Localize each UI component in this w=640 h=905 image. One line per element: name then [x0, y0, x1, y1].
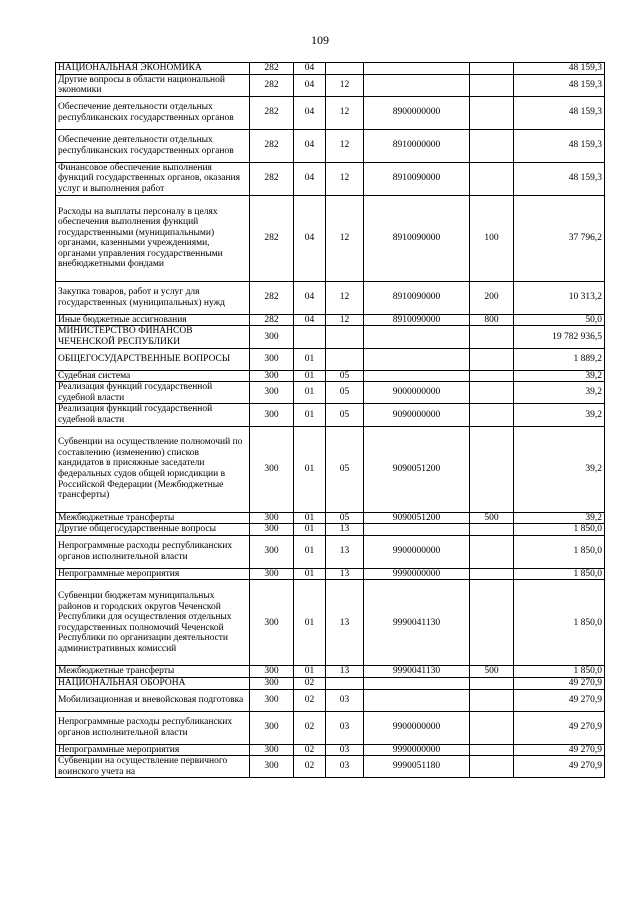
row-ved-code: 300 [250, 744, 294, 756]
row-section-code: 04 [294, 129, 326, 162]
table-row [56, 63, 605, 75]
table-row [56, 195, 605, 281]
row-section-code: 04 [294, 195, 326, 281]
row-amount: 1 850,0 [514, 568, 605, 580]
row-ved-code: 300 [250, 512, 294, 524]
row-section-code: 04 [294, 63, 326, 75]
row-section-code: 04 [294, 96, 326, 129]
row-amount: 50,0 [514, 314, 605, 326]
row-expense-type-code [470, 535, 514, 568]
row-expense-type-code [470, 348, 514, 370]
row-name: Расходы на выплаты персоналу в целях обеспечения выполнения функций государственными (муниципальными) органами, казенными учреждениями, органами управления государственными внебюджетными фондами [56, 195, 250, 281]
row-section-code: 01 [294, 404, 326, 426]
row-ved-code: 300 [250, 711, 294, 744]
row-target-article-code [364, 74, 470, 96]
row-section-code: 01 [294, 382, 326, 404]
row-subsection-code: 13 [326, 666, 364, 678]
row-subsection-code: 13 [326, 580, 364, 666]
row-subsection-code [326, 63, 364, 75]
row-subsection-code: 12 [326, 195, 364, 281]
row-section-code: 01 [294, 370, 326, 382]
row-ved-code: 300 [250, 535, 294, 568]
row-expense-type-code [470, 568, 514, 580]
row-amount: 1 850,0 [514, 666, 605, 678]
row-expense-type-code [470, 96, 514, 129]
row-amount: 1 850,0 [514, 580, 605, 666]
row-section-code: 01 [294, 426, 326, 512]
table-row [56, 348, 605, 370]
row-ved-code: 300 [250, 382, 294, 404]
row-target-article-code [364, 524, 470, 536]
row-expense-type-code: 500 [470, 666, 514, 678]
row-target-article-code [364, 677, 470, 689]
row-section-code: 04 [294, 314, 326, 326]
row-target-article-code: 9990041130 [364, 666, 470, 678]
row-expense-type-code [470, 711, 514, 744]
table-row [56, 512, 605, 524]
row-name: Закупка товаров, работ и услуг для государственных (муниципальных) нужд [56, 281, 250, 314]
table-row [56, 382, 605, 404]
row-amount: 49 270,9 [514, 756, 605, 778]
row-subsection-code: 03 [326, 689, 364, 711]
row-amount: 48 159,3 [514, 129, 605, 162]
row-ved-code: 300 [250, 370, 294, 382]
row-subsection-code: 03 [326, 711, 364, 744]
row-ved-code: 282 [250, 195, 294, 281]
row-section-code: 01 [294, 524, 326, 536]
row-section-code: 01 [294, 568, 326, 580]
row-expense-type-code: 200 [470, 281, 514, 314]
row-target-article-code: 9090000000 [364, 404, 470, 426]
row-name: Финансовое обеспечение выполнения функций государственных органов, оказания услуг и выполнения работ [56, 162, 250, 195]
row-section-code: 02 [294, 677, 326, 689]
row-target-article-code [364, 326, 470, 348]
row-target-article-code: 8910090000 [364, 281, 470, 314]
row-expense-type-code [470, 689, 514, 711]
row-ved-code: 282 [250, 281, 294, 314]
row-amount: 37 796,2 [514, 195, 605, 281]
row-subsection-code [326, 326, 364, 348]
row-amount: 49 270,9 [514, 689, 605, 711]
row-amount: 1 850,0 [514, 524, 605, 536]
row-subsection-code: 13 [326, 568, 364, 580]
row-ved-code: 282 [250, 63, 294, 75]
row-ved-code: 282 [250, 74, 294, 96]
row-section-code: 01 [294, 348, 326, 370]
row-expense-type-code: 100 [470, 195, 514, 281]
row-target-article-code: 8900000000 [364, 96, 470, 129]
table-row [56, 580, 605, 666]
row-name: ОБЩЕГОСУДАРСТВЕННЫЕ ВОПРОСЫ [56, 348, 250, 370]
table-row [56, 666, 605, 678]
row-target-article-code: 9990000000 [364, 568, 470, 580]
row-name: Иные бюджетные ассигнования [56, 314, 250, 326]
row-subsection-code: 05 [326, 382, 364, 404]
row-subsection-code [326, 348, 364, 370]
table-row [56, 535, 605, 568]
budget-table [55, 62, 605, 778]
row-section-code [294, 326, 326, 348]
row-subsection-code: 12 [326, 96, 364, 129]
table-row [56, 524, 605, 536]
row-target-article-code: 8910090000 [364, 162, 470, 195]
row-name: НАЦИОНАЛЬНАЯ ЭКОНОМИКА [56, 63, 250, 75]
row-subsection-code: 13 [326, 524, 364, 536]
row-ved-code: 282 [250, 96, 294, 129]
row-amount: 39,2 [514, 426, 605, 512]
row-expense-type-code [470, 129, 514, 162]
row-section-code: 04 [294, 281, 326, 314]
row-amount: 1 850,0 [514, 535, 605, 568]
table-row [56, 314, 605, 326]
row-ved-code: 300 [250, 326, 294, 348]
row-name: Мобилизационная и вневойсковая подготовка [56, 689, 250, 711]
row-subsection-code: 12 [326, 314, 364, 326]
row-subsection-code: 05 [326, 512, 364, 524]
row-amount: 1 889,2 [514, 348, 605, 370]
row-section-code: 01 [294, 535, 326, 568]
row-section-code: 02 [294, 711, 326, 744]
row-ved-code: 300 [250, 404, 294, 426]
row-section-code: 01 [294, 666, 326, 678]
row-target-article-code [364, 348, 470, 370]
row-amount: 39,2 [514, 512, 605, 524]
row-ved-code: 300 [250, 426, 294, 512]
row-subsection-code: 13 [326, 535, 364, 568]
row-expense-type-code [470, 744, 514, 756]
row-name: Межбюджетные трансферты [56, 512, 250, 524]
row-amount: 39,2 [514, 404, 605, 426]
table-row [56, 162, 605, 195]
row-name: Реализация функций государственной судебной власти [56, 404, 250, 426]
table-row [56, 74, 605, 96]
row-expense-type-code [470, 426, 514, 512]
row-ved-code: 282 [250, 314, 294, 326]
row-subsection-code: 12 [326, 281, 364, 314]
row-subsection-code: 12 [326, 162, 364, 195]
row-expense-type-code [470, 370, 514, 382]
row-ved-code: 300 [250, 524, 294, 536]
row-ved-code: 300 [250, 580, 294, 666]
row-name: Субвенции на осуществление полномочий по составлению (изменению) списков кандидатов в присяжные заседатели федеральных судов общей юрисдикции в Российской Федерации (Межбюджетные трансферты) [56, 426, 250, 512]
row-expense-type-code [470, 382, 514, 404]
row-subsection-code [326, 677, 364, 689]
row-name: Субвенции бюджетам муниципальных районов и городских округов Чеченской Республики для осуществления отдельных государственных полномочий Чеченской Республики по организации деятельности административных комиссий [56, 580, 250, 666]
row-ved-code: 282 [250, 129, 294, 162]
row-amount: 49 270,9 [514, 711, 605, 744]
row-target-article-code: 9900000000 [364, 535, 470, 568]
row-name: Другие общегосударственные вопросы [56, 524, 250, 536]
row-amount: 49 270,9 [514, 677, 605, 689]
row-name: Непрограммные мероприятия [56, 744, 250, 756]
table-row [56, 744, 605, 756]
row-target-article-code: 9900000000 [364, 711, 470, 744]
row-target-article-code: 9990041130 [364, 580, 470, 666]
row-amount: 48 159,3 [514, 162, 605, 195]
row-subsection-code: 12 [326, 74, 364, 96]
table-row [56, 404, 605, 426]
row-ved-code: 282 [250, 162, 294, 195]
row-section-code: 01 [294, 580, 326, 666]
row-target-article-code: 9000000000 [364, 382, 470, 404]
row-expense-type-code [470, 580, 514, 666]
row-subsection-code: 12 [326, 129, 364, 162]
row-name: Судебная система [56, 370, 250, 382]
row-amount: 48 159,3 [514, 63, 605, 75]
row-name: Непрограммные расходы республиканских органов исполнительной власти [56, 711, 250, 744]
row-name: Межбюджетные трансферты [56, 666, 250, 678]
row-amount: 39,2 [514, 370, 605, 382]
table-row [56, 281, 605, 314]
row-ved-code: 300 [250, 689, 294, 711]
row-name: МИНИСТЕРСТВО ФИНАНСОВ ЧЕЧЕНСКОЙ РЕСПУБЛИКИ [56, 326, 250, 348]
row-name: Обеспечение деятельности отдельных республиканских государственных органов [56, 129, 250, 162]
table-row [56, 689, 605, 711]
row-target-article-code: 8910000000 [364, 129, 470, 162]
row-expense-type-code [470, 524, 514, 536]
row-name: Непрограммные расходы республиканских органов исполнительной власти [56, 535, 250, 568]
row-name: Реализация функций государственной судебной власти [56, 382, 250, 404]
row-name: Другие вопросы в области национальной экономики [56, 74, 250, 96]
row-section-code: 02 [294, 689, 326, 711]
row-name: Обеспечение деятельности отдельных республиканских государственных органов [56, 96, 250, 129]
row-amount: 10 313,2 [514, 281, 605, 314]
row-expense-type-code [470, 326, 514, 348]
page-number: 109 [311, 33, 329, 47]
table-row [56, 370, 605, 382]
row-name: Субвенции на осуществление первичного воинского учета на [56, 756, 250, 778]
row-section-code: 04 [294, 74, 326, 96]
row-target-article-code: 8910090000 [364, 314, 470, 326]
row-expense-type-code [470, 756, 514, 778]
row-name: Непрограммные мероприятия [56, 568, 250, 580]
table-row [56, 568, 605, 580]
row-ved-code: 300 [250, 568, 294, 580]
row-amount: 49 270,9 [514, 744, 605, 756]
row-subsection-code: 05 [326, 426, 364, 512]
row-amount: 48 159,3 [514, 74, 605, 96]
row-section-code: 02 [294, 756, 326, 778]
table-row [56, 129, 605, 162]
table-row [56, 677, 605, 689]
row-target-article-code [364, 63, 470, 75]
row-amount: 48 159,3 [514, 96, 605, 129]
row-target-article-code: 9090051200 [364, 512, 470, 524]
table-row [56, 326, 605, 348]
row-subsection-code: 03 [326, 756, 364, 778]
row-expense-type-code [470, 63, 514, 75]
row-expense-type-code: 500 [470, 512, 514, 524]
row-expense-type-code [470, 677, 514, 689]
row-section-code: 02 [294, 744, 326, 756]
row-ved-code: 300 [250, 666, 294, 678]
table-row [56, 756, 605, 778]
row-ved-code: 300 [250, 677, 294, 689]
row-subsection-code: 05 [326, 370, 364, 382]
budget-table-body [56, 63, 605, 778]
row-target-article-code [364, 689, 470, 711]
row-expense-type-code [470, 74, 514, 96]
row-subsection-code: 03 [326, 744, 364, 756]
row-target-article-code: 9990051180 [364, 756, 470, 778]
table-row [56, 711, 605, 744]
row-amount: 39,2 [514, 382, 605, 404]
row-name: НАЦИОНАЛЬНАЯ ОБОРОНА [56, 677, 250, 689]
row-target-article-code: 8910090000 [364, 195, 470, 281]
row-ved-code: 300 [250, 756, 294, 778]
row-target-article-code: 9090051200 [364, 426, 470, 512]
row-section-code: 01 [294, 512, 326, 524]
row-subsection-code: 05 [326, 404, 364, 426]
row-section-code: 04 [294, 162, 326, 195]
table-row [56, 96, 605, 129]
row-ved-code: 300 [250, 348, 294, 370]
row-target-article-code: 9990000000 [364, 744, 470, 756]
row-target-article-code [364, 370, 470, 382]
row-amount: 19 782 936,5 [514, 326, 605, 348]
row-expense-type-code [470, 404, 514, 426]
row-expense-type-code [470, 162, 514, 195]
row-expense-type-code: 800 [470, 314, 514, 326]
table-row [56, 426, 605, 512]
